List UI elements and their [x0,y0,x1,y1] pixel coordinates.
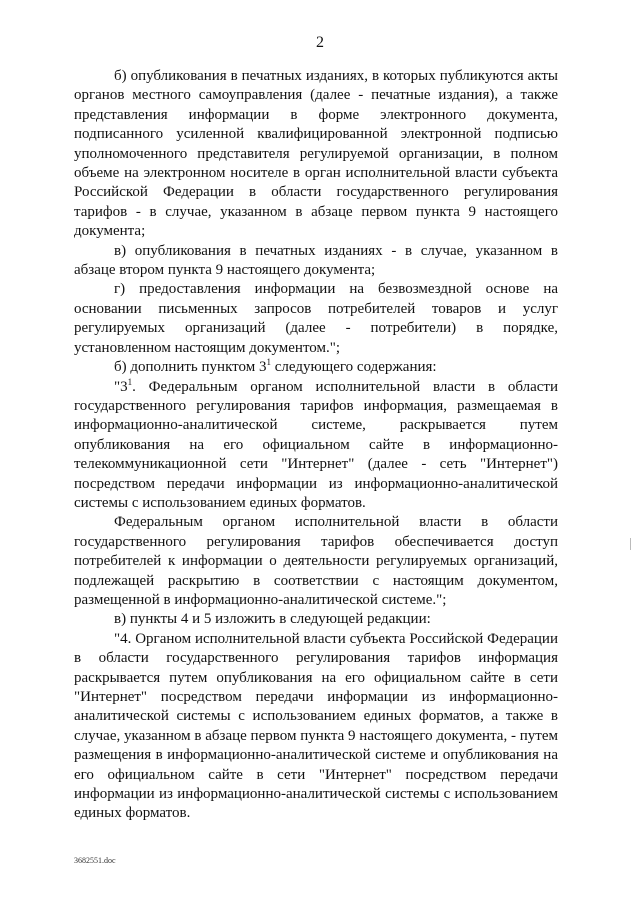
paragraph-g-provision: г) предоставления информации на безвозмездной основе на основании письменных запросов потребителей товаров и услуг регулируемых организаций (далее - потребители) в порядке, установленном настоящим документом."; [74,281,558,356]
page-number: 2 [316,34,324,51]
document-body [74,67,558,824]
paragraph-item-3-1 [74,378,558,514]
scan-mark [630,538,631,550]
item-3-1-text: . Федеральным органом исполнительной власти в области государственного регулирования тарифов информация, размещаемая в информационно-аналитической системе, раскрывается путем опубликования на его официальном сайте в информационно-телекоммуникационной сети "Интернет" (далее - сеть "Интернет") посредством передачи информации из информационно-аналитической системы с использованием единых форматов. [74,378,558,511]
item-number: "3 [114,378,128,395]
superscript: 1 [127,376,133,387]
paragraph-add-item-3-1 [74,358,558,377]
paragraph-b-publication: б) опубликования в печатных изданиях, в которых публикуются акты органов местного самоуправления (далее - печатные издания), а также представления информации в форме электронного документа, подписанного усиленной квалифицированной электронной подписью уполномоченного представителя регулируемой организации, в полном объеме на электронном носителе в орган исполнительной власти субъекта Российской Федерации в области государственного регулирования тарифов - в случае, указанном в абзаце первом пункта 9 настоящего документа; [74,68,558,240]
paragraph-add-item-text: б) дополнить пунктом 3 [114,359,267,376]
paragraph-v-items-4-5: в) пункты 4 и 5 изложить в следующей редакции: [114,611,431,628]
paragraph-add-item-text-end: следующего содержания: [270,359,437,376]
paragraph-v-publication: в) опубликования в печатных изданиях - в случае, указанном в абзаце втором пункта 9 настоящего документа; [74,242,558,279]
paragraph-item-4: "4. Органом исполнительной власти субъекта Российской Федерации в области государственного регулирования тарифов информация раскрывается путем опубликования на его официальном сайте в сети "Интернет" посредством передачи информации из информационно-аналитической системы с использованием единых форматов, а также в случае, указанном в абзаце первом пункта 9 настоящего документа, - путем размещения в информационно-аналитической системе и опубликования на его официальном сайте в сети "Интернет" посредством передачи информации из информационно-аналитической системы с использованием единых форматов. [74,630,558,822]
footer-doc-id: 3682551.doc [74,856,116,865]
paragraph-federal-access: Федеральным органом исполнительной власти в области государственного регулирования тарифов обеспечивается доступ потребителей к информации о деятельности регулируемых организаций, подлежащей раскрытию в соответствии с настоящим документом, размещенной в информационно-аналитической системе."; [74,514,558,608]
superscript: 1 [266,357,271,368]
